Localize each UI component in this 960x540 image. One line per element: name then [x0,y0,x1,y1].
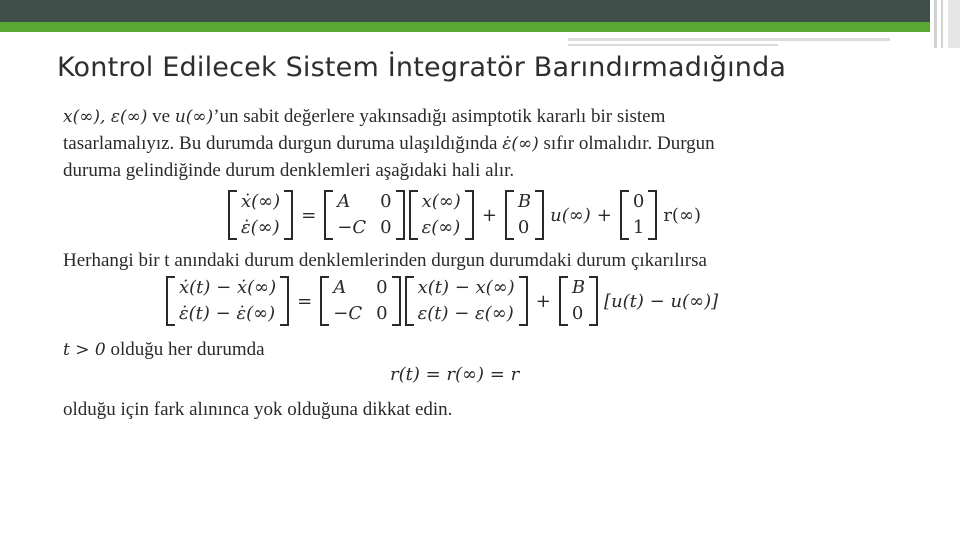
paragraph-line [63,104,665,130]
right-edge-stripe [941,0,943,48]
matrix-cell: 0 [517,217,530,238]
paragraph-line: Herhangi bir t anındaki durum denklemlerinden durgun durumdaki durum çıkarılırsa [63,250,707,271]
reference-term: r(∞) [663,204,701,226]
slide-title: Kontrol Edilecek Sistem İntegratör Barındırmadığında [57,52,787,83]
matrix-cell: ε(∞) [421,217,461,238]
header-accent-line-short [568,44,778,46]
matrix-cell: x(t) − x(∞) [417,277,515,298]
right-edge-stripe [934,0,937,48]
paragraph-line: duruma gelindiğinde durum denklemleri aşağıdaki hali alır. [63,160,515,181]
math-inline: u(∞) [174,107,214,127]
matrix-cell: A [337,191,351,212]
equals-sign: = [301,204,317,226]
matrix-cell: x(∞) [421,191,461,212]
matrix-cell: 0 [380,191,392,212]
text-inline: sıfır olmalıdır. Durgun [538,133,715,154]
math-inline: x(∞), ε(∞) [63,107,148,127]
text-inline: tasarlamalıyız. Bu durumda durgun duruma ulaşıldığında [63,133,503,154]
input-vector [559,276,598,326]
plus-sign: + [535,290,551,312]
matrix-cell: 0 [632,191,645,212]
input-difference-term: [u(t) − u(∞)] [604,290,719,312]
input-term: u(∞) [550,204,591,226]
matrix-cell: ε(t) − ε(∞) [417,303,514,324]
lhs-vector [228,190,293,240]
right-edge-stripe [948,0,960,48]
state-equation-difference [164,276,718,326]
lhs-vector [166,276,289,326]
reference-vector [620,190,657,240]
equals-sign: = [297,290,313,312]
text-inline: ve [147,106,175,127]
header-bar-dark [0,0,930,22]
state-vector [409,190,474,240]
input-vector [505,190,544,240]
text-inline: ’un sabit değerlere yakınsadığı asimptotik kararlı bir sistem [213,106,666,127]
system-matrix [324,190,404,240]
math-inline: t > 0 [63,340,106,360]
paragraph-line [63,131,715,157]
system-matrix [320,276,400,326]
matrix-cell: 0 [571,303,584,324]
matrix-cell: 0 [380,217,392,238]
plus-sign: + [596,204,612,226]
matrix-cell: −C [337,217,367,238]
paragraph-line [63,337,265,363]
math-inline: ε̇(∞) [502,134,539,154]
matrix-cell: 0 [376,303,388,324]
matrix-cell: ε̇(∞) [241,217,280,238]
header-accent-line [568,38,890,41]
matrix-cell: B [517,191,532,212]
plus-sign: + [481,204,497,226]
paragraph-line: olduğu için fark alınınca yok olduğuna dikkat edin. [63,399,453,420]
matrix-cell: ẋ(∞) [241,191,281,212]
header-bar-green [0,22,930,32]
reference-equation-text: r(t) = r(∞) = r [390,364,520,385]
matrix-cell: B [571,277,586,298]
matrix-cell: 0 [376,277,388,298]
state-equation-steady [226,190,701,240]
matrix-cell: 1 [632,217,645,238]
reference-equation [390,364,519,385]
matrix-cell: −C [333,303,363,324]
text-inline: olduğu her durumda [105,339,265,360]
matrix-cell: ẋ(t) − ẋ(∞) [179,277,277,298]
matrix-cell: A [333,277,347,298]
matrix-cell: ε̇(t) − ε̇(∞) [179,303,276,324]
state-vector [405,276,528,326]
